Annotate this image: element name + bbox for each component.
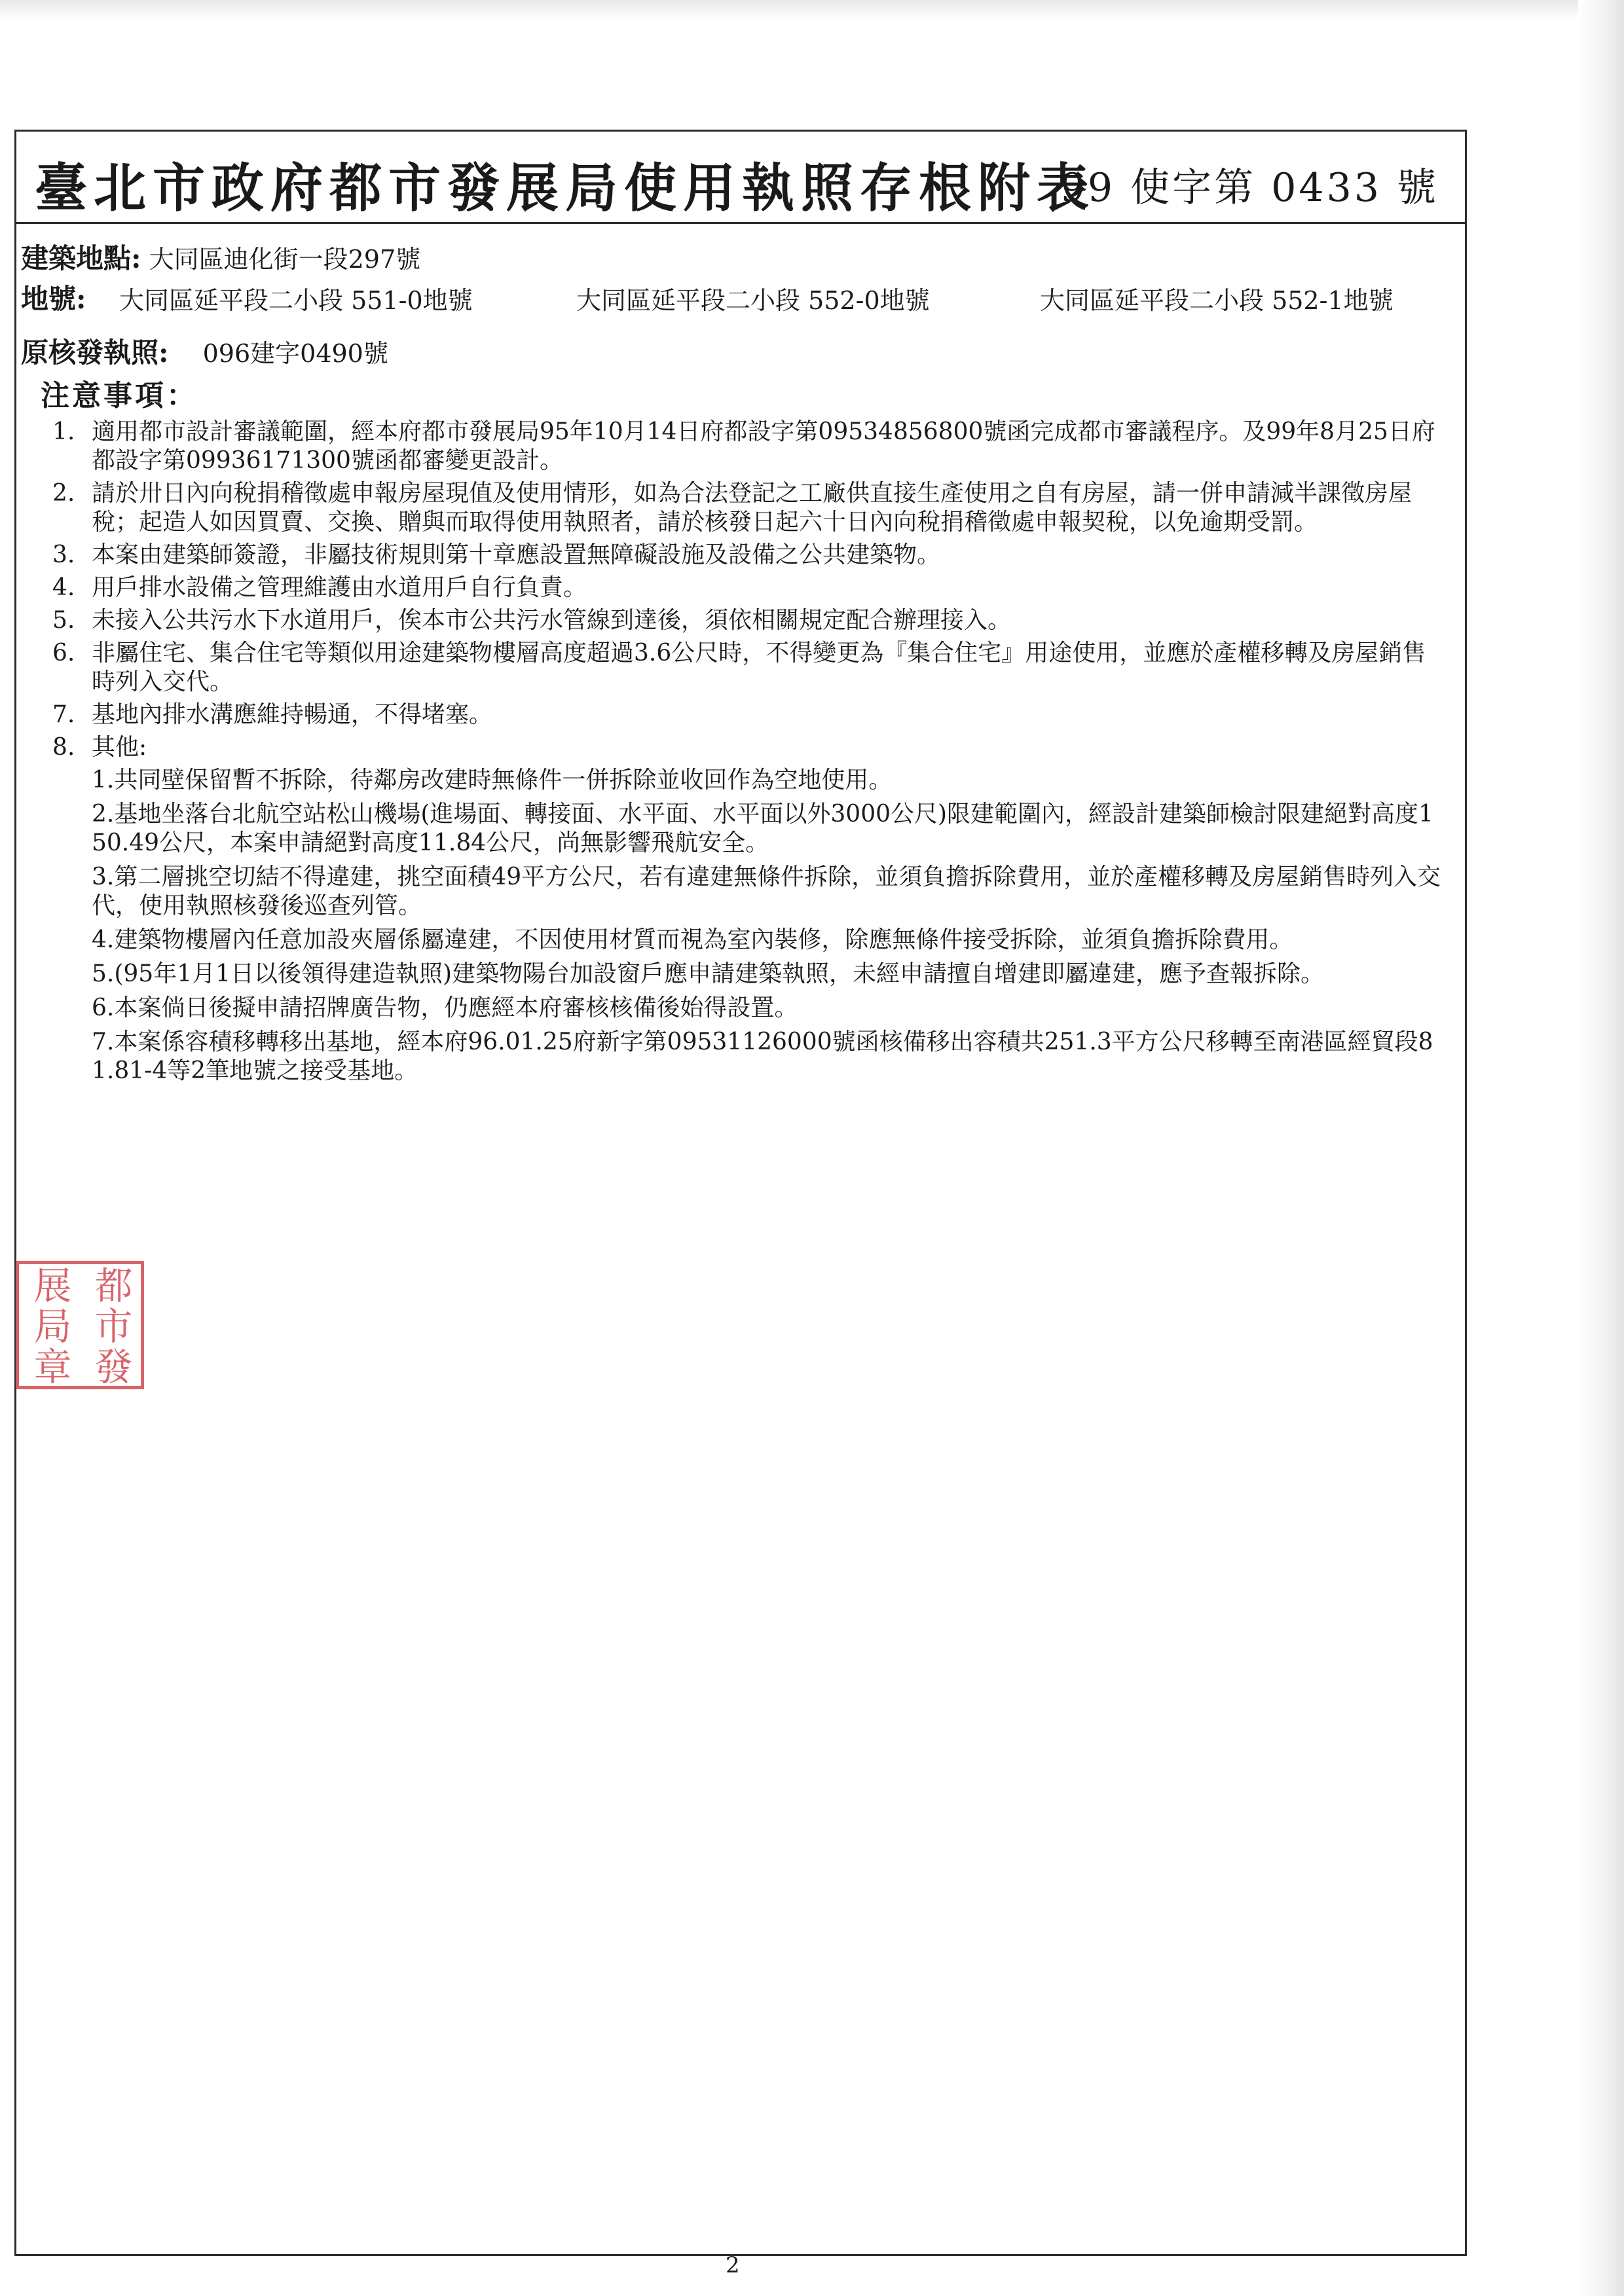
lot-label: 地號:: [21, 283, 86, 315]
note-item: [52, 574, 1447, 602]
note-number: 8.: [52, 734, 75, 761]
note-text: 未接入公共污水下水道用戶，俟本市公共污水管線到達後，須依相關規定配合辦理接入。: [92, 607, 1012, 634]
note-number: 3.: [52, 541, 75, 568]
note-number: 4.: [52, 574, 75, 601]
other-note-item: 3.第二層挑空切結不得違建，挑空面積49平方公尺，若有違建無條件拆除，並須負擔拆除費用，並於產權移轉及房屋銷售時列入交代，使用執照核發後巡查列管。: [92, 864, 1441, 919]
other-note-item: 6.本案倘日後擬申請招牌廣告物，仍應經本府審核核備後始得設置。: [92, 994, 798, 1021]
note-number: 5.: [52, 607, 75, 634]
other-note-item: 5.(95年1月1日以後領得建造執照)建築物陽台加設窗戶應申請建築執照，未經申請擅自增建即屬違建，應予查報拆除。: [92, 960, 1325, 987]
original-permit-value: 096建字0490號: [202, 339, 388, 368]
note-number: 7.: [52, 701, 75, 728]
note-text: 本案由建築師簽證，非屬技術規則第十章應設置無障礙設施及設備之公共建築物。: [92, 541, 941, 568]
note-text: 其他:: [92, 734, 147, 761]
lot-item: 大同區延平段二小段 552-0地號: [576, 286, 930, 315]
note-item: [52, 701, 1447, 729]
original-permit-row: [21, 331, 388, 371]
note-text: 用戶排水設備之管理維護由水道用戶自行負責。: [92, 574, 587, 601]
seal-char: 發: [88, 1347, 133, 1385]
note-number: 1.: [52, 418, 75, 445]
title-row: [16, 132, 1465, 224]
note-text: 基地內排水溝應維持暢通，不得堵塞。: [92, 701, 493, 728]
permit-number: 99 使字第 0433 號: [1060, 165, 1439, 211]
note-item: [52, 606, 1447, 635]
official-seal-stamp: [16, 1261, 144, 1389]
seal-char: 展: [27, 1266, 72, 1303]
note-item: [52, 479, 1447, 537]
note-item: [52, 418, 1447, 475]
lot-item: 大同區延平段二小段 552-1地號: [1040, 286, 1393, 315]
original-permit-label: 原核發執照:: [21, 337, 169, 369]
seal-char: 局: [27, 1306, 72, 1344]
note-text: 請於卅日內向稅捐稽徵處申報房屋現值及使用情形，如為合法登記之工廠供直接生產使用之自有房屋，請一併申請減半課徵房屋稅；起造人如因買賣、交換、贈與而取得使用執照者，請於核發日起六十日內向稅捐稽徵處申報契稅，以免逾期受罰。: [92, 480, 1412, 536]
seal-char: 都: [88, 1266, 133, 1303]
page-number: 2: [726, 2252, 740, 2278]
site-value: 大同區迪化街一段297號: [149, 245, 421, 274]
note-number: 6.: [52, 640, 75, 666]
seal-char: 市: [88, 1306, 133, 1344]
note-item: [52, 639, 1447, 697]
note-item: [52, 541, 1447, 570]
other-note-item: 2.基地坐落台北航空站松山機場(進場面、轉接面、水平面、水平面以外3000公尺)限建範圍內，經設計建築師檢討限建絕對高度150.49公尺，本案申請絕對高度11.84公尺，尚無影響飛航安全。: [92, 801, 1433, 856]
note-item: [52, 733, 1447, 762]
lot-row: [21, 278, 86, 317]
notes-heading: 注意事項：: [41, 379, 198, 412]
site-row: [21, 237, 420, 276]
lot-item: 大同區延平段二小段 551-0地號: [119, 286, 473, 315]
notes-list: [52, 418, 1447, 1091]
other-note-item: 7.本案係容積移轉移出基地，經本府96.01.25府新字第09531126000號函核備移出容積共251.3平方公尺移轉至南港區經貿段81.81-4等2筆地號之接受基地。: [92, 1029, 1433, 1084]
other-note-item: 1.共同壁保留暫不拆除，待鄰房改建時無條件一併拆除並收回作為空地使用。: [92, 767, 893, 793]
seal-char: 章: [27, 1347, 72, 1385]
note-text: 適用都市設計審議範圍，經本府都市發展局95年10月14日府都設字第09534856800號函完成都市審議程序。及99年8月25日府都設字第09936171300號函都審變更設計。: [92, 418, 1435, 474]
site-label: 建築地點:: [21, 242, 141, 274]
other-note-item: 4.建築物樓層內任意加設夾層係屬違建，不因使用材質而視為室內裝修，除應無條件接受拆除，並須負擔拆除費用。: [92, 926, 1293, 953]
note-number: 2.: [52, 480, 75, 507]
document-title: 臺北市政府都市發展局使用執照存根附表: [35, 157, 1096, 219]
note-text: 非屬住宅、集合住宅等類似用途建築物樓層高度超過3.6公尺時，不得變更為『集合住宅』用途使用，並應於產權移轉及房屋銷售時列入交代。: [92, 640, 1426, 695]
scan-edge-right: [1578, 0, 1624, 2296]
scan-edge-top: [0, 0, 1624, 20]
